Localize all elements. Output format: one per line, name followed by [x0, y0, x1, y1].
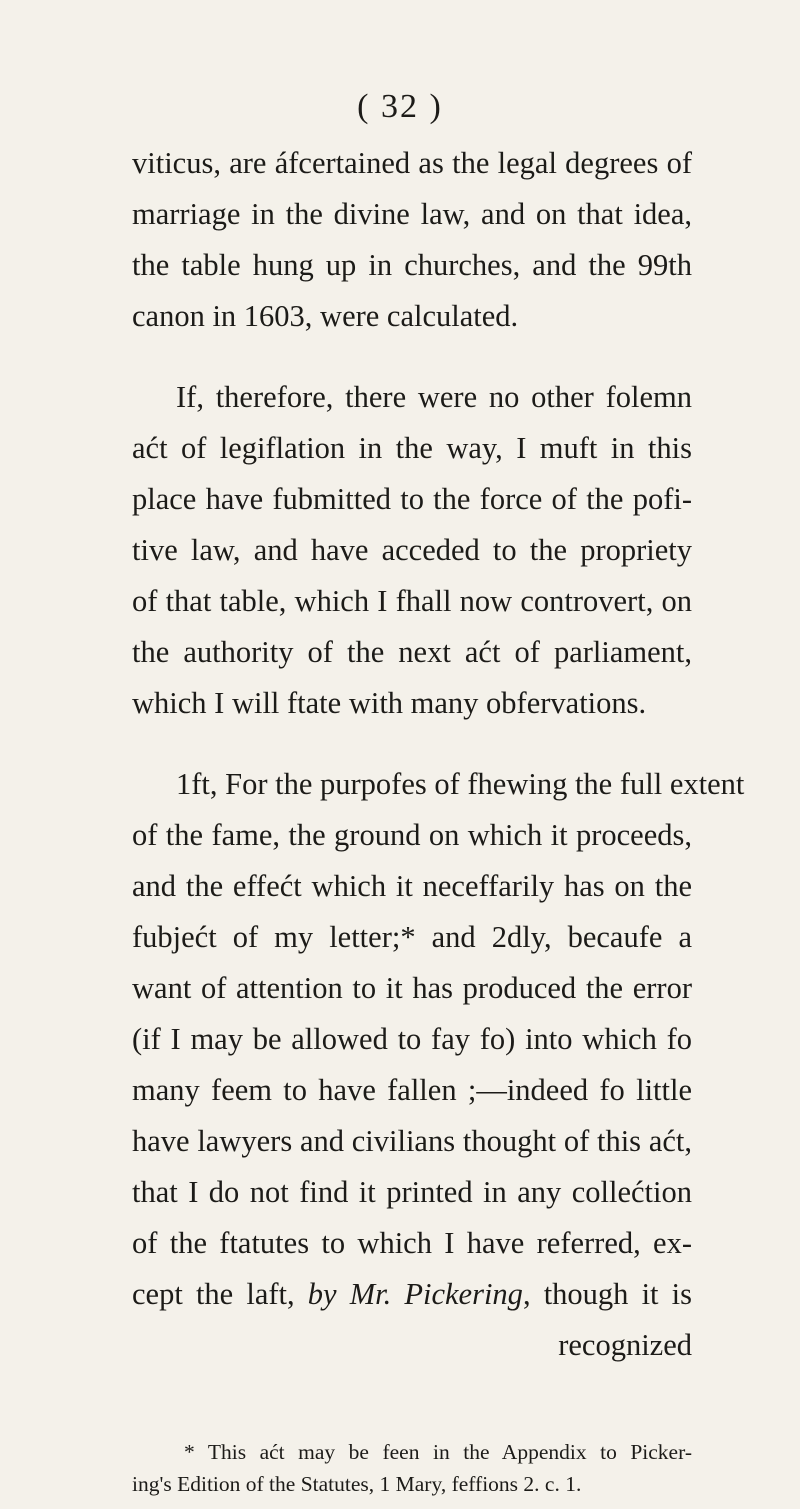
text-line: many feem to have fallen ;—indeed fo little	[132, 1073, 692, 1107]
text-line: of the ftatutes to which I have referred, ex-	[132, 1226, 692, 1260]
page-number: ( 32 )	[357, 88, 443, 125]
text-line: the authority of the next aćt of parliament,	[132, 635, 692, 669]
text-line: which I will ftate with many obfervations.	[132, 686, 647, 720]
text-line: canon in 1603, were calculated.	[132, 299, 519, 333]
text-line: place have fubmitted to the force of the pofi-	[132, 482, 692, 516]
text-line	[132, 1269, 692, 1320]
text-line: and the effećt which it neceffarily has on the	[132, 869, 692, 903]
text-line: tive law, and have acceded to the propriety	[132, 533, 692, 567]
italic-reference: by Mr. Pickering	[307, 1277, 523, 1311]
text-line: If, therefore, there were no other folemn	[176, 380, 692, 414]
text-line: aćt of legiflation in the way, I muft in this	[132, 431, 692, 465]
text-segment: cept the laft,	[132, 1277, 308, 1311]
catchword: recognized	[558, 1328, 692, 1362]
text-line: marriage in the divine law, and on that idea,	[132, 197, 692, 231]
text-line: fubjećt of my letter;* and 2dly, becaufe a	[132, 920, 692, 954]
text-line: the table hung up in churches, and the 99th	[132, 248, 692, 282]
footnote-line: * This aćt may be feen in the Appendix to Picker-	[184, 1440, 692, 1464]
text-line: of the fame, the ground on which it proceeds,	[132, 818, 692, 852]
text-segment: , though it is	[522, 1277, 693, 1311]
text-line: viticus, are áfcertained as the legal degrees of	[132, 146, 692, 180]
text-line: 1ft, For the purpofes of fhewing the full extent	[176, 767, 745, 801]
text-line: of that table, which I fhall now controvert, on	[132, 584, 692, 618]
footnote-line: ing's Edition of the Statutes, 1 Mary, feffions 2. c. 1.	[132, 1472, 582, 1496]
text-line: (if I may be allowed to fay fo) into which fo	[132, 1022, 692, 1056]
text-line: have lawyers and civilians thought of this aćt,	[132, 1124, 692, 1158]
body-text	[132, 138, 745, 1371]
footnote	[132, 1436, 692, 1500]
text-line: want of attention to it has produced the error	[132, 971, 692, 1005]
text-line: that I do not find it printed in any collećtion	[132, 1175, 692, 1209]
